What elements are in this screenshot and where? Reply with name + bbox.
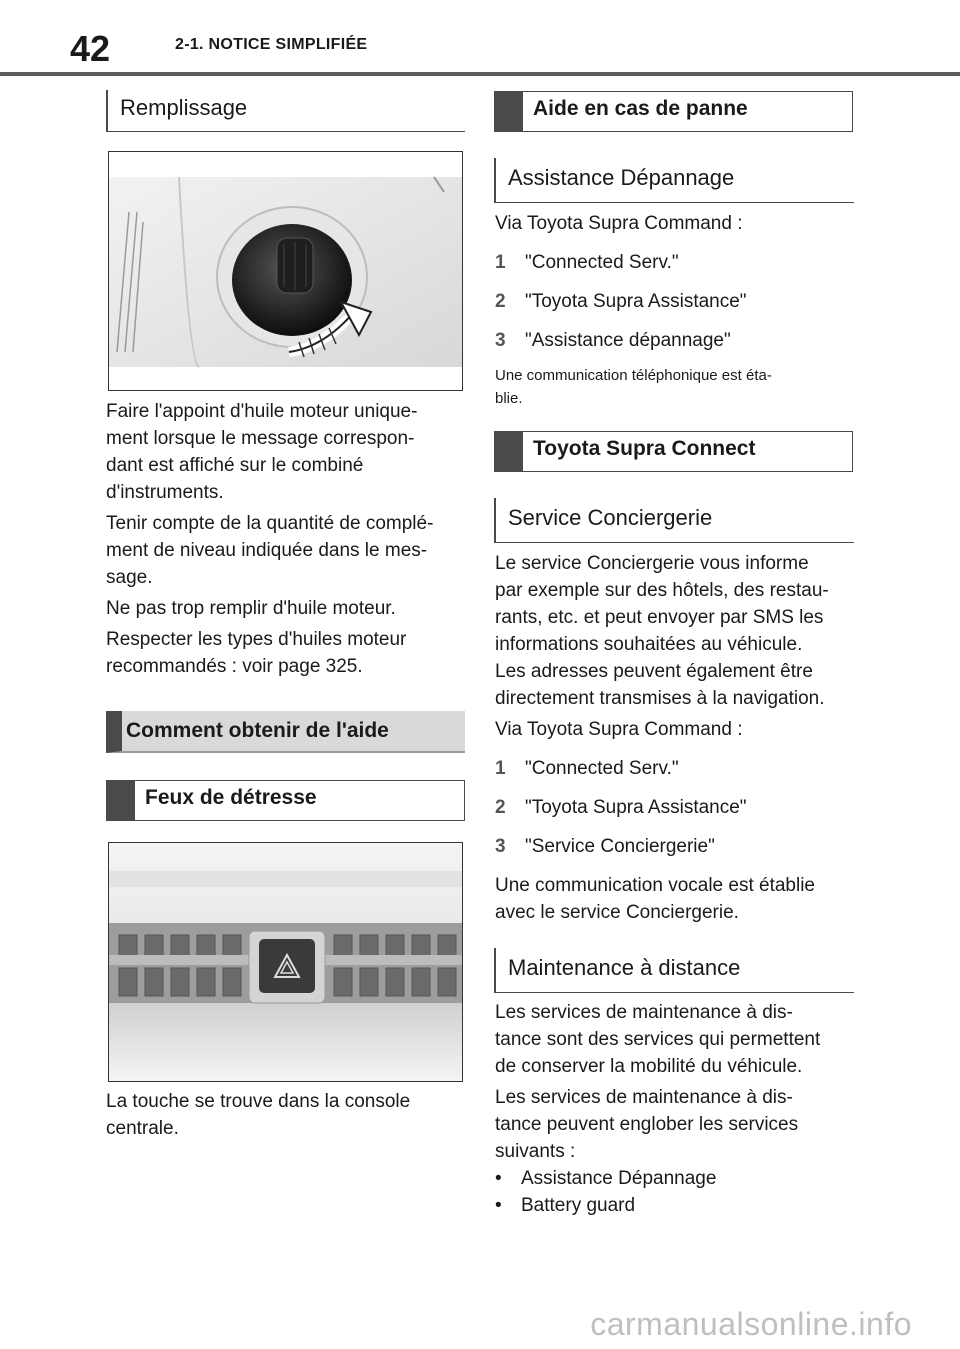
heading-aide-text: Comment obtenir de l'aide xyxy=(126,719,389,742)
via-command-2: Via Toyota Supra Command : xyxy=(495,719,743,740)
concierge-text-line: par exemple sur des hôtels, des restau- xyxy=(495,580,829,601)
heading-assistance-depannage xyxy=(494,158,854,203)
step-item xyxy=(495,755,860,782)
heading-maintenance-distance xyxy=(494,948,854,993)
step-text: "Toyota Supra Assistance" xyxy=(525,797,747,818)
step-number: 1 xyxy=(495,758,506,779)
heading-bar xyxy=(107,781,135,820)
heading-remplissage xyxy=(106,90,465,132)
concierge-text-line: Les adresses peuvent également être xyxy=(495,661,813,682)
oil-text-line: Respecter les types d'huiles moteur xyxy=(106,629,407,650)
step-item xyxy=(495,327,855,354)
maintenance-text-line: suivants : xyxy=(495,1141,576,1162)
bullet-text: Battery guard xyxy=(521,1195,636,1216)
step-item xyxy=(495,249,855,276)
maintenance-text-line: tance sont des services qui permettent xyxy=(495,1029,821,1050)
step-number: 1 xyxy=(495,252,506,273)
step-item xyxy=(495,288,855,315)
bullet-symbol: • xyxy=(495,1195,502,1216)
watermark: carmanualsonline.info xyxy=(590,1306,912,1342)
header-rule xyxy=(0,72,960,76)
step-number: 2 xyxy=(495,797,506,818)
step-text: "Connected Serv." xyxy=(525,252,679,273)
note-line: Une communication téléphonique est éta- xyxy=(495,367,772,384)
step-number: 2 xyxy=(495,291,506,312)
note-line: blie. xyxy=(495,390,523,407)
oil-text-line: recommandés : voir page 325. xyxy=(106,656,363,677)
heading-maintenance-text: Maintenance à distance xyxy=(508,955,741,980)
heading-bar xyxy=(495,92,523,131)
heading-remplissage-text: Remplissage xyxy=(120,95,248,120)
bullet-item xyxy=(495,1192,860,1219)
oil-filler-illustration xyxy=(108,151,463,391)
chapter-title: 2-1. NOTICE SIMPLIFIÉE xyxy=(175,36,368,53)
page-number: 42 xyxy=(70,28,111,69)
heading-panne-text: Aide en cas de panne xyxy=(533,96,748,120)
vocal-text-line: Une communication vocale est établie xyxy=(495,875,816,896)
heading-feux-detresse xyxy=(106,780,465,821)
oil-cap-drawing xyxy=(109,152,463,391)
concierge-text-line: rants, etc. et peut envoyer par SMS les xyxy=(495,607,824,628)
maintenance-text-line: de conserver la mobilité du véhicule. xyxy=(495,1056,803,1077)
hazard-caption-line: La touche se trouve dans la console xyxy=(106,1091,411,1112)
oil-text-line: sage. xyxy=(106,567,153,588)
oil-text-line: Faire l'appoint d'huile moteur unique- xyxy=(106,401,418,422)
maintenance-text-line: tance peuvent englober les services xyxy=(495,1114,799,1135)
oil-text-line: Ne pas trop remplir d'huile moteur. xyxy=(106,598,396,619)
bullet-text: Assistance Dépannage xyxy=(521,1168,717,1189)
step-text: "Connected Serv." xyxy=(525,758,679,779)
bullet-symbol: • xyxy=(495,1168,502,1189)
step-text: "Toyota Supra Assistance" xyxy=(525,291,747,312)
step-number: 3 xyxy=(495,836,506,857)
oil-text-line: ment de niveau indiquée dans le mes- xyxy=(106,540,428,561)
heading-aide-panne xyxy=(494,91,853,132)
step-text: "Assistance dépannage" xyxy=(525,330,731,351)
heading-connect-text: Toyota Supra Connect xyxy=(533,436,756,460)
hazard-button-illustration xyxy=(108,842,463,1082)
heading-toyota-supra-connect xyxy=(494,431,853,472)
oil-text-line: Tenir compte de la quantité de complé- xyxy=(106,513,434,534)
maintenance-text-line: Les services de maintenance à dis- xyxy=(495,1002,793,1023)
heading-assistance-text: Assistance Dépannage xyxy=(508,165,735,190)
hazard-caption-line: centrale. xyxy=(106,1118,179,1139)
step-item xyxy=(495,794,860,821)
oil-text-line: ment lorsque le message correspon- xyxy=(106,428,415,449)
heading-bar xyxy=(495,432,523,471)
bullet-item xyxy=(495,1165,860,1192)
maintenance-text-line: Les services de maintenance à dis- xyxy=(495,1087,793,1108)
oil-text-line: d'instruments. xyxy=(106,482,224,503)
hazard-console-drawing xyxy=(109,843,463,1082)
heading-feux-text: Feux de détresse xyxy=(145,785,317,809)
concierge-text-line: Le service Conciergerie vous informe xyxy=(495,553,809,574)
heading-comment-obtenir-aide xyxy=(106,711,465,753)
heading-concierge-text: Service Conciergerie xyxy=(508,505,713,530)
heading-service-conciergerie xyxy=(494,498,854,543)
via-command-1: Via Toyota Supra Command : xyxy=(495,213,743,234)
vocal-text-line: avec le service Conciergerie. xyxy=(495,902,739,923)
step-number: 3 xyxy=(495,330,506,351)
oil-text-line: dant est affiché sur le combiné xyxy=(106,455,364,476)
concierge-text-line: informations souhaitées au véhicule. xyxy=(495,634,803,655)
step-item xyxy=(495,833,860,860)
concierge-text-line: directement transmises à la navigation. xyxy=(495,688,825,709)
step-text: "Service Conciergerie" xyxy=(525,836,715,857)
